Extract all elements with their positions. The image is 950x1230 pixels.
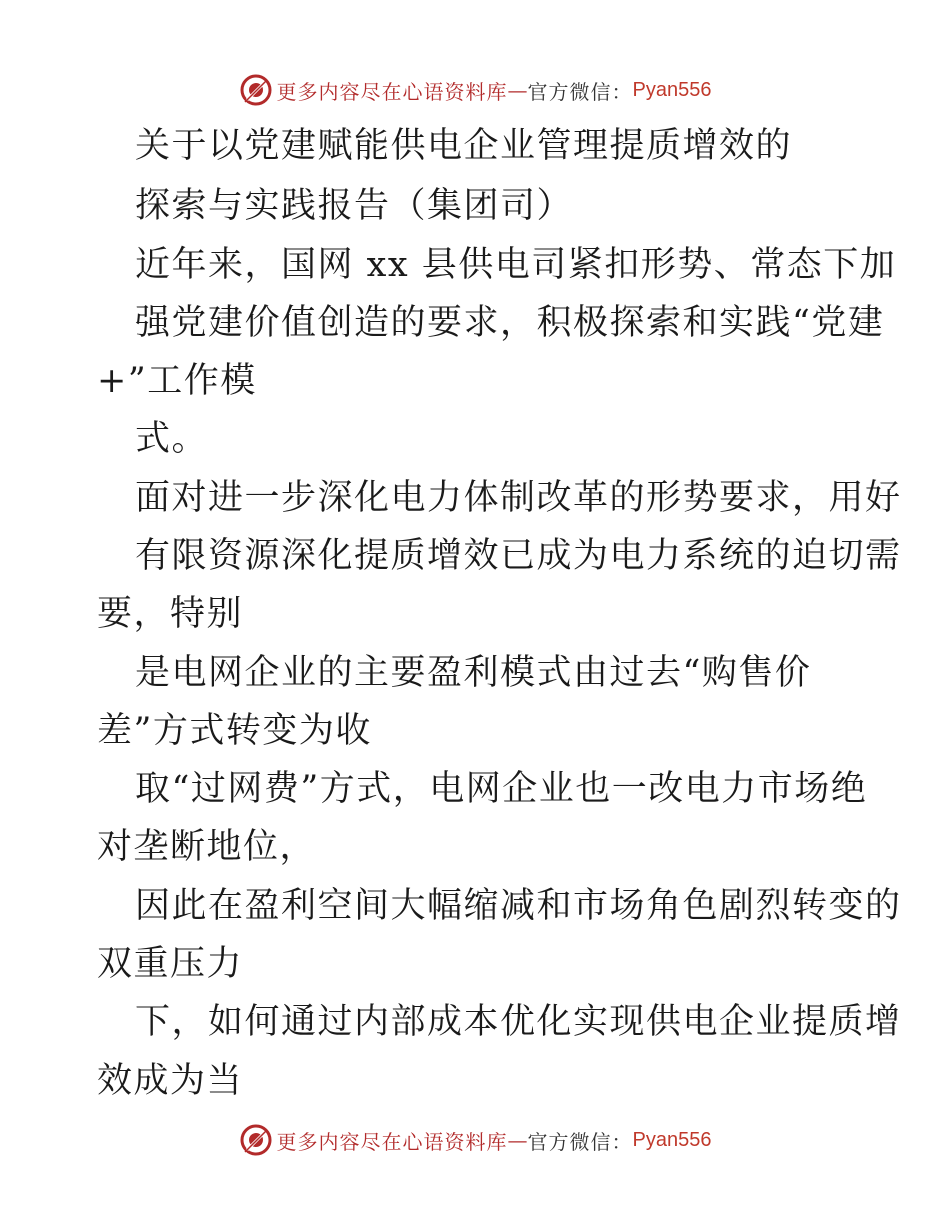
text-line: 双重压力 <box>97 944 244 984</box>
logo-icon <box>239 73 273 107</box>
text-line: 因此在盈利空间大幅缩减和市场角色剧烈转变的 <box>135 886 902 926</box>
banner-wechat-id: Pyan556 <box>632 1128 712 1151</box>
text-line: 下，如何通过内部成本优化实现供电企业提质增 <box>135 1002 902 1042</box>
banner-wechat-id: Pyan556 <box>632 78 712 101</box>
banner-dash: — <box>507 78 528 102</box>
text-line: 面对进一步深化电力体制改革的形势要求，用好 <box>135 478 902 518</box>
text-line: 是电网企业的主要盈利模式由过去“购售价 <box>135 653 812 693</box>
text-line: 对垄断地位， <box>97 827 317 867</box>
logo-icon <box>239 1123 273 1157</box>
text-line: 取“过网费”方式，电网企业也一改电力市场绝 <box>135 769 868 809</box>
banner-text: 更多内容尽在心语资料库 <box>276 79 508 104</box>
text-line: 效成为当 <box>97 1061 244 1101</box>
banner-wechat-label: 官方微信： <box>527 1129 633 1154</box>
banner-wechat-label: 官方微信： <box>527 79 633 104</box>
text-line: 强党建价值创造的要求，积极探索和实践“党建 <box>135 303 885 343</box>
title-line-1: 关于以党建赋能供电企业管理提质增效的 <box>135 126 793 166</box>
text-line: 差”方式转变为收 <box>97 711 372 751</box>
text-line: 近年来，国网 xx 县供电司紧扣形势、常态下加 <box>135 245 897 285</box>
text-line: 式。 <box>135 419 209 459</box>
text-line: 要，特别 <box>97 594 244 634</box>
text-line: 有限资源深化提质增效已成为电力系统的迫切需 <box>135 536 902 576</box>
footer-watermark-banner <box>0 1120 950 1160</box>
title-line-2: 探索与实践报告（集团司） <box>135 186 574 226</box>
banner-text: 更多内容尽在心语资料库 <box>276 1129 508 1154</box>
banner-dash: — <box>507 1128 528 1152</box>
text-line: +”工作模 <box>97 361 257 401</box>
header-watermark-banner <box>0 70 950 110</box>
